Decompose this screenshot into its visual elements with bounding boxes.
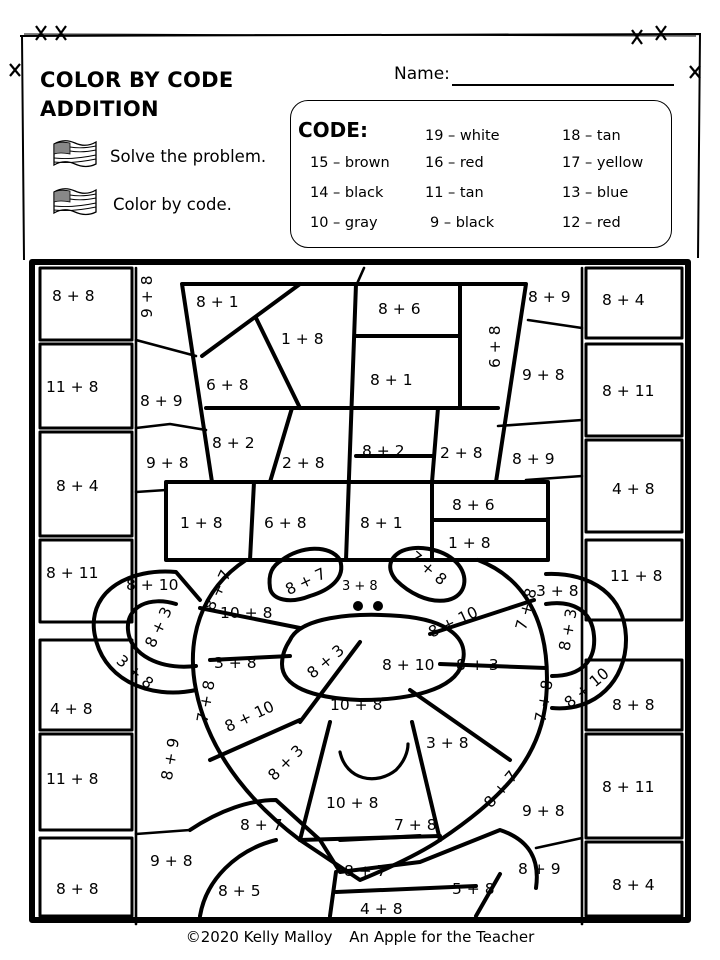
code-entry: 19 – white bbox=[425, 128, 500, 144]
code-entry: 11 – tan bbox=[425, 185, 484, 201]
hat bbox=[166, 284, 548, 560]
problem-label: 2 + 8 bbox=[282, 454, 325, 472]
problem-label: 8 + 9 bbox=[157, 736, 183, 782]
problem-label: 8 + 6 bbox=[378, 300, 421, 318]
problem-label: 8 + 5 bbox=[218, 882, 261, 900]
problem-label: 4 + 8 bbox=[50, 700, 93, 718]
problem-label: 8 + 8 bbox=[52, 287, 95, 305]
problem-label: 8 + 10 bbox=[560, 664, 613, 712]
problem-label: 11 + 8 bbox=[610, 567, 663, 585]
bear-eye bbox=[353, 601, 363, 611]
name-label: Name: bbox=[394, 64, 450, 84]
problem-label: 8 + 7 bbox=[240, 816, 283, 834]
code-entry: 17 – yellow bbox=[562, 155, 644, 171]
title-line-2: ADDITION bbox=[40, 97, 159, 121]
code-entry: 13 – blue bbox=[562, 185, 629, 201]
problem-label: 4 + 8 bbox=[612, 480, 655, 498]
problem-label: 3 + 8 bbox=[112, 651, 157, 693]
bear-eye bbox=[373, 601, 383, 611]
code-entry: 12 – red bbox=[562, 215, 621, 231]
problem-label: 8 + 1 bbox=[196, 293, 239, 311]
problem-label: 7 + 8 bbox=[512, 586, 541, 633]
problem-label: 2 + 8 bbox=[440, 444, 483, 462]
problem-label: 8 + 3 bbox=[141, 604, 176, 651]
problem-label: 8 + 6 bbox=[452, 496, 495, 514]
instruction-solve: Solve the problem. bbox=[110, 147, 267, 166]
footer-copyright: ©2020 Kelly Malloy bbox=[185, 928, 333, 946]
problem-label: 8 + 9 bbox=[512, 450, 555, 468]
problem-label: 8 + 11 bbox=[46, 564, 99, 582]
problem-label: 7 + 8 bbox=[193, 678, 219, 724]
problem-label: 6 + 8 bbox=[486, 325, 504, 368]
problem-label: 9 + 8 bbox=[522, 802, 565, 820]
problem-label: 8 + 10 bbox=[221, 697, 278, 736]
title-line-1: COLOR BY CODE bbox=[40, 68, 234, 92]
problem-label: 8 + 11 bbox=[602, 382, 655, 400]
left-border-cells bbox=[40, 268, 132, 916]
problem-label: 8 + 8 bbox=[612, 696, 655, 714]
problem-label: 3 + 8 bbox=[426, 734, 469, 752]
problem-label: 8 + 3 bbox=[555, 607, 581, 653]
problem-label: 4 + 8 bbox=[360, 900, 403, 918]
problem-label: 9 + 8 bbox=[138, 275, 156, 318]
problem-label: 8 + 4 bbox=[602, 291, 645, 309]
problem-label: 8 + 2 bbox=[212, 434, 255, 452]
problem-label: 8 + 3 bbox=[303, 641, 348, 683]
problem-label: 8 + 8 bbox=[56, 880, 99, 898]
right-border-cells bbox=[586, 268, 682, 916]
problem-label: 5 + 8 bbox=[452, 880, 495, 898]
problem-label: 10 + 8 bbox=[220, 604, 273, 622]
footer-brand: An Apple for the Teacher bbox=[349, 928, 535, 946]
problem-label: 8 + 1 bbox=[370, 371, 413, 389]
problem-label: 8 + 9 bbox=[518, 860, 561, 878]
problem-label: 6 + 8 bbox=[206, 376, 249, 394]
instruction-color: Color by code. bbox=[113, 195, 232, 214]
problem-label: 9 + 8 bbox=[150, 852, 193, 870]
code-entry: 15 – brown bbox=[310, 155, 390, 171]
problem-label: 3 + 8 bbox=[536, 582, 579, 600]
problem-label: 8 + 7 bbox=[480, 767, 522, 812]
problem-label: 8 + 7 bbox=[200, 567, 236, 614]
problem-label: 7 + 8 bbox=[405, 547, 451, 589]
code-entry: 9 – black bbox=[430, 215, 495, 231]
code-entry: 14 – black bbox=[310, 185, 384, 201]
problem-label: 1 + 8 bbox=[180, 514, 223, 532]
problem-label: 8 + 4 bbox=[56, 477, 99, 495]
problem-label: 8 + 10 bbox=[382, 656, 435, 674]
problem-label: 9 + 8 bbox=[522, 366, 565, 384]
problem-label: 9 + 8 bbox=[146, 454, 189, 472]
problem-label: 3 + 8 bbox=[214, 654, 257, 672]
problem-label: 8 + 11 bbox=[602, 778, 655, 796]
problem-label: 8 + 10 bbox=[126, 576, 179, 594]
problem-label: 8 + 3 bbox=[456, 656, 499, 674]
problem-label: 10 + 8 bbox=[326, 794, 379, 812]
problem-label: 11 + 8 bbox=[46, 378, 99, 396]
problem-label: 8 + 7 bbox=[344, 862, 387, 880]
problem-label: 11 + 8 bbox=[46, 770, 99, 788]
problem-label: 1 + 8 bbox=[448, 534, 491, 552]
problem-label: 3 + 8 bbox=[342, 579, 378, 594]
problem-label: 7 + 8 bbox=[394, 816, 437, 834]
problem-label: 8 + 10 bbox=[425, 603, 481, 642]
problem-label: 8 + 4 bbox=[612, 876, 655, 894]
code-entry: 10 – gray bbox=[310, 215, 378, 231]
code-entry: 16 – red bbox=[425, 155, 484, 171]
problem-label: 1 + 8 bbox=[281, 330, 324, 348]
problem-label: 10 + 8 bbox=[330, 696, 383, 714]
problem-label: 8 + 9 bbox=[140, 392, 183, 410]
code-title: CODE: bbox=[298, 118, 368, 142]
code-entry: 18 – tan bbox=[562, 128, 621, 144]
problem-label: 8 + 9 bbox=[528, 288, 571, 306]
problem-label: 6 + 8 bbox=[264, 514, 307, 532]
footer bbox=[0, 928, 720, 946]
problem-label: 8 + 7 bbox=[282, 564, 329, 599]
problem-label: 8 + 3 bbox=[264, 741, 308, 785]
problem-label: 7 + 8 bbox=[531, 678, 557, 724]
problem-label: 8 + 1 bbox=[360, 514, 403, 532]
problem-label: 8 + 2 bbox=[362, 442, 405, 460]
